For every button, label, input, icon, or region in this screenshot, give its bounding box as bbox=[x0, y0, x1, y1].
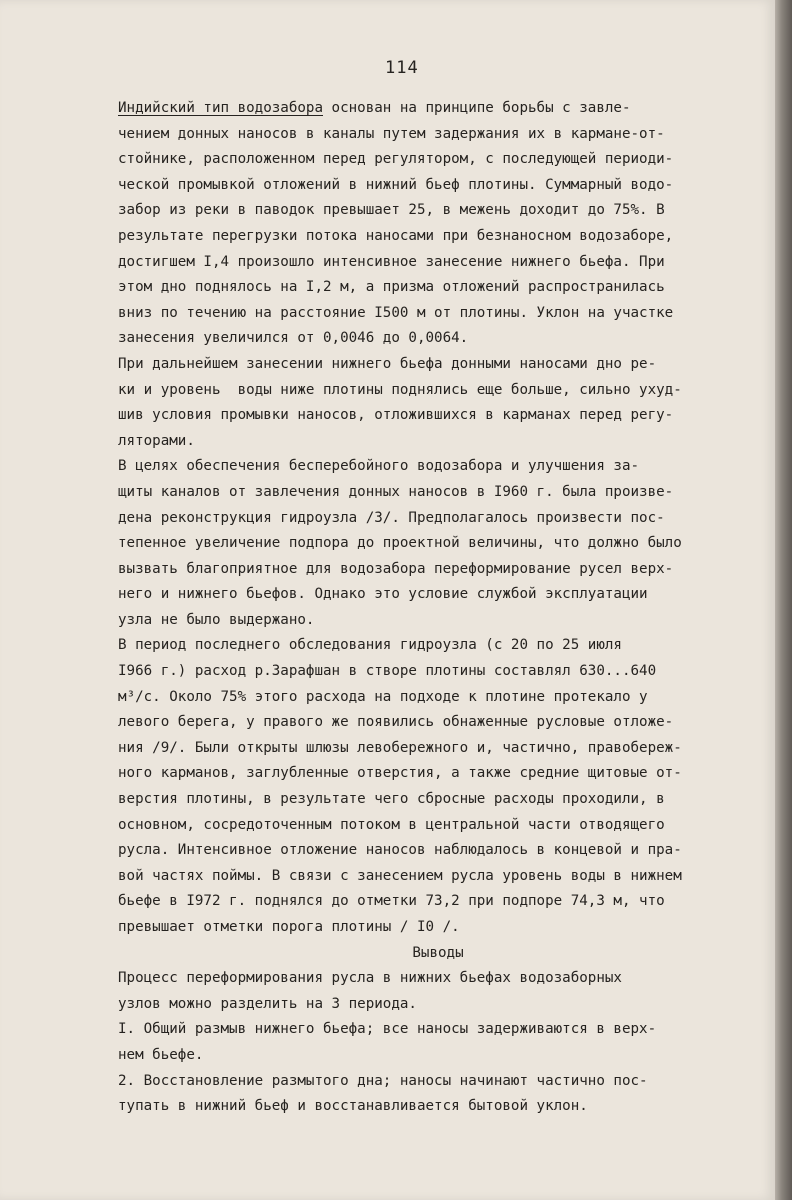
text-line: русла. Интенсивное отложение наносов наблюдалось в концевой и пра- bbox=[118, 842, 682, 859]
text-line: результате перегрузки потока наносами при безнаносном водозаборе, bbox=[118, 227, 674, 244]
text-line: В целях обеспечения бесперебойного водозабора и улучшения за- bbox=[118, 458, 640, 475]
text-line: Процесс переформирования русла в нижних бьефах водозаборных bbox=[118, 970, 622, 987]
text-line: ки и уровень воды ниже плотины поднялись еще больше, сильно ухуд- bbox=[118, 381, 682, 398]
page-number: 114 bbox=[385, 58, 419, 78]
text-line: забор из реки в паводок превышает 25, в межень доходит до 75%. В bbox=[118, 202, 665, 219]
text-line: него и нижнего бьефов. Однако это условие службой эксплуатации bbox=[118, 586, 648, 603]
conclusion-intro bbox=[118, 966, 758, 1017]
text-line: тепенное увеличение подпора до проектной величины, что должно было bbox=[118, 535, 682, 552]
text-line: м³/с. Около 75% этого расхода на подходе к плотине протекало у bbox=[118, 688, 648, 705]
text-line: 2. Восстановление размытого дна; наносы начинают частично пос- bbox=[118, 1072, 648, 1089]
text-line: превышает отметки порога плотины / I0 /. bbox=[118, 919, 460, 935]
text-line: I. Общий размыв нижнего бьефа; все наносы задерживаются в верх- bbox=[118, 1021, 657, 1038]
text-line: вниз по течению на расстояние I500 м от плотины. Уклон на участке bbox=[118, 304, 674, 321]
text-line: вызвать благоприятное для водозабора переформирование русел верх- bbox=[118, 560, 674, 577]
conclusion-item-2 bbox=[118, 1069, 758, 1120]
text-line: левого берега, у правого же появились обнаженные русловые отложе- bbox=[118, 714, 674, 731]
text-line: ного карманов, заглубленные отверстия, а также средние щитовые от- bbox=[118, 765, 682, 782]
text-line: щиты каналов от завлечения донных наносов в I960 г. была произве- bbox=[118, 483, 674, 500]
paragraph-4 bbox=[118, 633, 758, 940]
text-line: верстия плотины, в результате чего сбросные расходы проходили, в bbox=[118, 791, 665, 808]
text-line: I966 г.) расход р.Зарафшан в створе плотины составлял 630...640 bbox=[118, 663, 657, 680]
text-line: основном, сосредоточенным потоком в центральной части отводящего bbox=[118, 816, 665, 833]
text-line: этом дно поднялось на I,2 м, а призма отложений распространилась bbox=[118, 279, 665, 296]
paragraph-1 bbox=[118, 96, 758, 352]
text-line: дена реконструкция гидроузла /3/. Предполагалось произвести пос- bbox=[118, 509, 665, 526]
page-edge-shadow bbox=[775, 0, 792, 1200]
text-line: Индийский тип водозабора основан на принципе борьбы с завле- bbox=[118, 100, 631, 116]
text-line: ческой промывкой отложений в нижний бьеф плотины. Суммарный водо- bbox=[118, 176, 674, 193]
document-body bbox=[118, 96, 758, 1120]
text-line: ляторами. bbox=[118, 432, 195, 449]
conclusion-item-1 bbox=[118, 1017, 758, 1068]
underlined-term: Индийский тип водозабора bbox=[118, 100, 323, 116]
text-line: шив условия промывки наносов, отложившихся в карманах перед регу- bbox=[118, 407, 674, 424]
text-line: ния /9/. Были открыты шлюзы левобережного и, частично, правобереж- bbox=[118, 739, 682, 756]
text-line: бьефе в I972 г. поднялся до отметки 73,2 при подпоре 74,3 м, что bbox=[118, 893, 665, 910]
section-heading: Выводы bbox=[412, 944, 464, 961]
text-line: занесения увеличился от 0,0046 до 0,0064. bbox=[118, 330, 469, 347]
text-line: нем бьефе. bbox=[118, 1046, 204, 1063]
text-line: стойнике, расположенном перед регулятором, с последующей периоди- bbox=[118, 151, 674, 168]
text-line: достигшем I,4 произошло интенсивное занесение нижнего бьефа. При bbox=[118, 253, 665, 270]
text-line: В период последнего обследования гидроузла (с 20 по 25 июля bbox=[118, 637, 622, 654]
paragraph-2 bbox=[118, 352, 758, 454]
text-line: вой частях поймы. В связи с занесением русла уровень воды в нижнем bbox=[118, 867, 682, 884]
text-line: узлов можно разделить на 3 периода. bbox=[118, 995, 417, 1012]
text-line: узла не было выдержано. bbox=[118, 611, 315, 628]
text-line: чением донных наносов в каналы путем задержания их в кармане-от- bbox=[118, 125, 665, 142]
text-line: тупать в нижний бьеф и восстанавливается бытовой уклон. bbox=[118, 1098, 588, 1115]
paragraph-3 bbox=[118, 454, 758, 633]
text-line: При дальнейшем занесении нижнего бьефа донными наносами дно ре- bbox=[118, 355, 657, 372]
